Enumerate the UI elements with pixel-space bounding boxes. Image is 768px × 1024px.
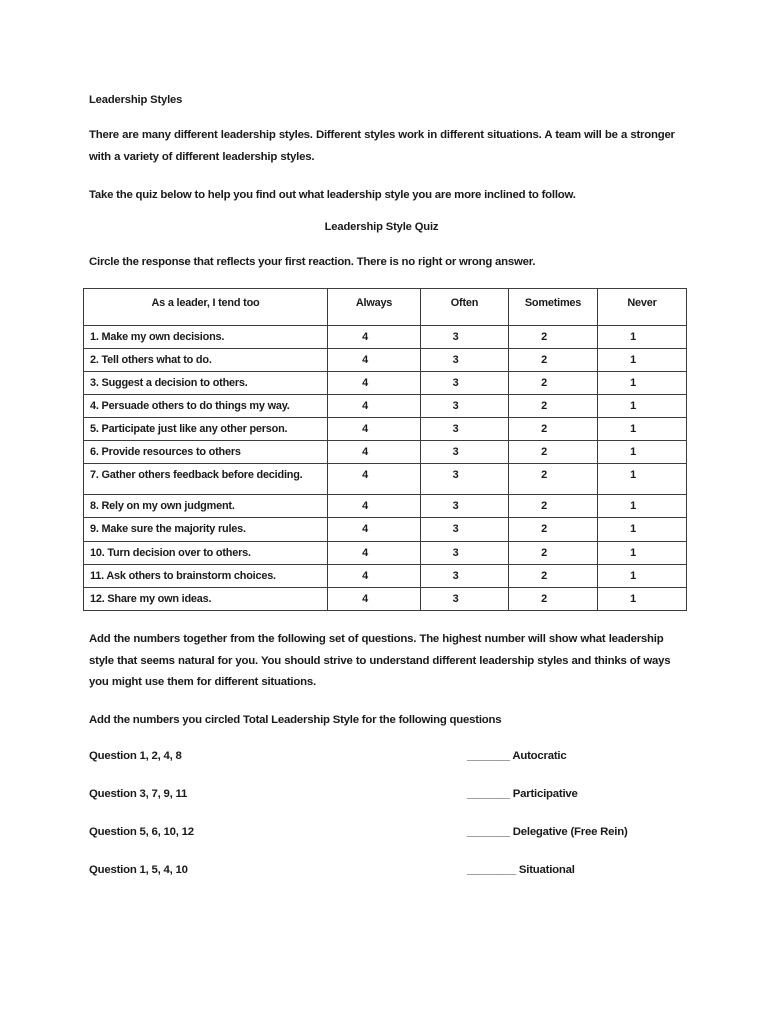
table-cell-statement: 8. Rely on my own judgment. — [84, 495, 328, 518]
table-cell-often[interactable]: 3 — [421, 541, 509, 564]
table-cell-never[interactable]: 1 — [598, 418, 687, 441]
table-row — [84, 495, 687, 518]
table-cell-sometimes[interactable]: 2 — [509, 464, 598, 495]
table-row — [84, 349, 687, 372]
quiz-invite-paragraph: Take the quiz below to help you find out what leadership style you are more inclined to follow. — [89, 189, 576, 202]
scoring-style-name: Delegative (Free Rein) — [512, 825, 628, 838]
table-cell-often[interactable]: 3 — [421, 564, 509, 587]
table-cell-statement: 2. Tell others what to do. — [84, 349, 328, 372]
table-row — [84, 441, 687, 464]
table-cell-sometimes[interactable]: 2 — [509, 349, 598, 372]
scoring-blank-and-style[interactable] — [467, 824, 689, 841]
table-cell-always[interactable]: 4 — [328, 395, 421, 418]
table-row — [84, 541, 687, 564]
scoring-instruction: Add the numbers you circled Total Leadership Style for the following questions — [89, 714, 502, 727]
table-cell-always[interactable]: 4 — [328, 418, 421, 441]
table-body — [84, 326, 687, 611]
table-cell-sometimes[interactable]: 2 — [509, 587, 598, 610]
table-cell-never[interactable]: 1 — [598, 564, 687, 587]
table-cell-often[interactable]: 3 — [421, 395, 509, 418]
table-cell-always[interactable]: 4 — [328, 372, 421, 395]
table-cell-often[interactable]: 3 — [421, 441, 509, 464]
table-header-row — [84, 289, 687, 326]
table-cell-always[interactable]: 4 — [328, 541, 421, 564]
column-header-often: Often — [421, 289, 509, 326]
scoring-blank-and-style[interactable] — [467, 786, 689, 803]
table-cell-sometimes[interactable]: 2 — [509, 495, 598, 518]
table-cell-often[interactable]: 3 — [421, 518, 509, 541]
table-cell-sometimes[interactable]: 2 — [509, 441, 598, 464]
table-cell-never[interactable]: 1 — [598, 464, 687, 495]
table-cell-never[interactable]: 1 — [598, 587, 687, 610]
scoring-row — [89, 862, 689, 879]
leadership-quiz-table — [83, 288, 687, 611]
scoring-answer-blank[interactable]: ________ — [467, 863, 519, 876]
quiz-instruction: Circle the response that reflects your first reaction. There is no right or wrong answer. — [89, 255, 536, 268]
scoring-row — [89, 786, 689, 803]
scoring-questions-label: Question 5, 6, 10, 12 — [89, 825, 194, 838]
table-cell-never[interactable]: 1 — [598, 495, 687, 518]
table-row — [84, 418, 687, 441]
table-cell-never[interactable]: 1 — [598, 518, 687, 541]
scoring-questions-label: Question 1, 5, 4, 10 — [89, 863, 188, 876]
table-cell-never[interactable]: 1 — [598, 395, 687, 418]
table-cell-often[interactable]: 3 — [421, 495, 509, 518]
table-cell-always[interactable]: 4 — [328, 326, 421, 349]
table-cell-sometimes[interactable]: 2 — [509, 418, 598, 441]
scoring-blank-and-style[interactable] — [467, 748, 689, 765]
table-cell-sometimes[interactable]: 2 — [509, 564, 598, 587]
table-cell-always[interactable]: 4 — [328, 518, 421, 541]
scoring-paragraph: Add the numbers together from the following set of questions. The highest number will show what leadership style that seems natural for you. You should strive to understand different leadership styles and thinks of ways you might use them for different situations. — [89, 632, 671, 689]
table-row — [84, 395, 687, 418]
table-cell-always[interactable]: 4 — [328, 495, 421, 518]
table-row — [84, 326, 687, 349]
table-row — [84, 372, 687, 395]
table-cell-never[interactable]: 1 — [598, 372, 687, 395]
column-header-never: Never — [598, 289, 687, 326]
table-cell-statement: 4. Persuade others to do things my way. — [84, 395, 328, 418]
table-cell-sometimes[interactable]: 2 — [509, 326, 598, 349]
scoring-row — [89, 824, 689, 841]
column-header-always: Always — [328, 289, 421, 326]
table-cell-never[interactable]: 1 — [598, 326, 687, 349]
table-cell-statement: 3. Suggest a decision to others. — [84, 372, 328, 395]
quiz-heading: Leadership Style Quiz — [324, 221, 439, 234]
scoring-row — [89, 748, 689, 765]
column-header-statement: As a leader, I tend too — [84, 289, 328, 326]
table-row — [84, 518, 687, 541]
table-cell-often[interactable]: 3 — [421, 587, 509, 610]
scoring-questions-label: Question 1, 2, 4, 8 — [89, 749, 182, 762]
table-cell-always[interactable]: 4 — [328, 349, 421, 372]
table-cell-statement: 12. Share my own ideas. — [84, 587, 328, 610]
page-title: Leadership Styles — [89, 94, 183, 106]
scoring-list — [89, 748, 689, 879]
table-cell-never[interactable]: 1 — [598, 441, 687, 464]
intro-paragraph: There are many different leadership styles. Different styles work in different situations. A team will be a stronger with a variety of different leadership styles. — [89, 129, 675, 164]
scoring-answer-blank[interactable]: _______ — [467, 749, 513, 762]
scoring-answer-blank[interactable]: _______ — [467, 787, 513, 800]
table-cell-always[interactable]: 4 — [328, 587, 421, 610]
column-header-sometimes: Sometimes — [509, 289, 598, 326]
table-cell-often[interactable]: 3 — [421, 418, 509, 441]
scoring-blank-and-style[interactable] — [467, 862, 689, 879]
table-cell-often[interactable]: 3 — [421, 464, 509, 495]
table-cell-sometimes[interactable]: 2 — [509, 395, 598, 418]
document-content — [89, 94, 689, 900]
table-cell-always[interactable]: 4 — [328, 441, 421, 464]
table-cell-sometimes[interactable]: 2 — [509, 372, 598, 395]
table-cell-statement: 7. Gather others feedback before deciding. — [84, 464, 328, 495]
table-cell-statement: 9. Make sure the majority rules. — [84, 518, 328, 541]
table-cell-statement: 1. Make my own decisions. — [84, 326, 328, 349]
table-cell-statement: 11. Ask others to brainstorm choices. — [84, 564, 328, 587]
table-cell-statement: 6. Provide resources to others — [84, 441, 328, 464]
table-cell-often[interactable]: 3 — [421, 372, 509, 395]
table-row — [84, 464, 687, 495]
table-cell-statement: 5. Participate just like any other person. — [84, 418, 328, 441]
scoring-style-name: Autocratic — [512, 749, 567, 762]
table-cell-often[interactable]: 3 — [421, 349, 509, 372]
table-row — [84, 587, 687, 610]
table-cell-statement: 10. Turn decision over to others. — [84, 541, 328, 564]
table-cell-often[interactable]: 3 — [421, 326, 509, 349]
scoring-style-name: Situational — [518, 863, 575, 876]
table-cell-sometimes[interactable]: 2 — [509, 518, 598, 541]
table-cell-always[interactable]: 4 — [328, 564, 421, 587]
table-cell-never[interactable]: 1 — [598, 541, 687, 564]
table-row — [84, 564, 687, 587]
table-cell-never[interactable]: 1 — [598, 349, 687, 372]
table-cell-always[interactable]: 4 — [328, 464, 421, 495]
scoring-questions-label: Question 3, 7, 9, 11 — [89, 787, 188, 800]
table-cell-sometimes[interactable]: 2 — [509, 541, 598, 564]
scoring-answer-blank[interactable]: _______ — [467, 825, 513, 838]
scoring-style-name: Participative — [512, 787, 578, 800]
